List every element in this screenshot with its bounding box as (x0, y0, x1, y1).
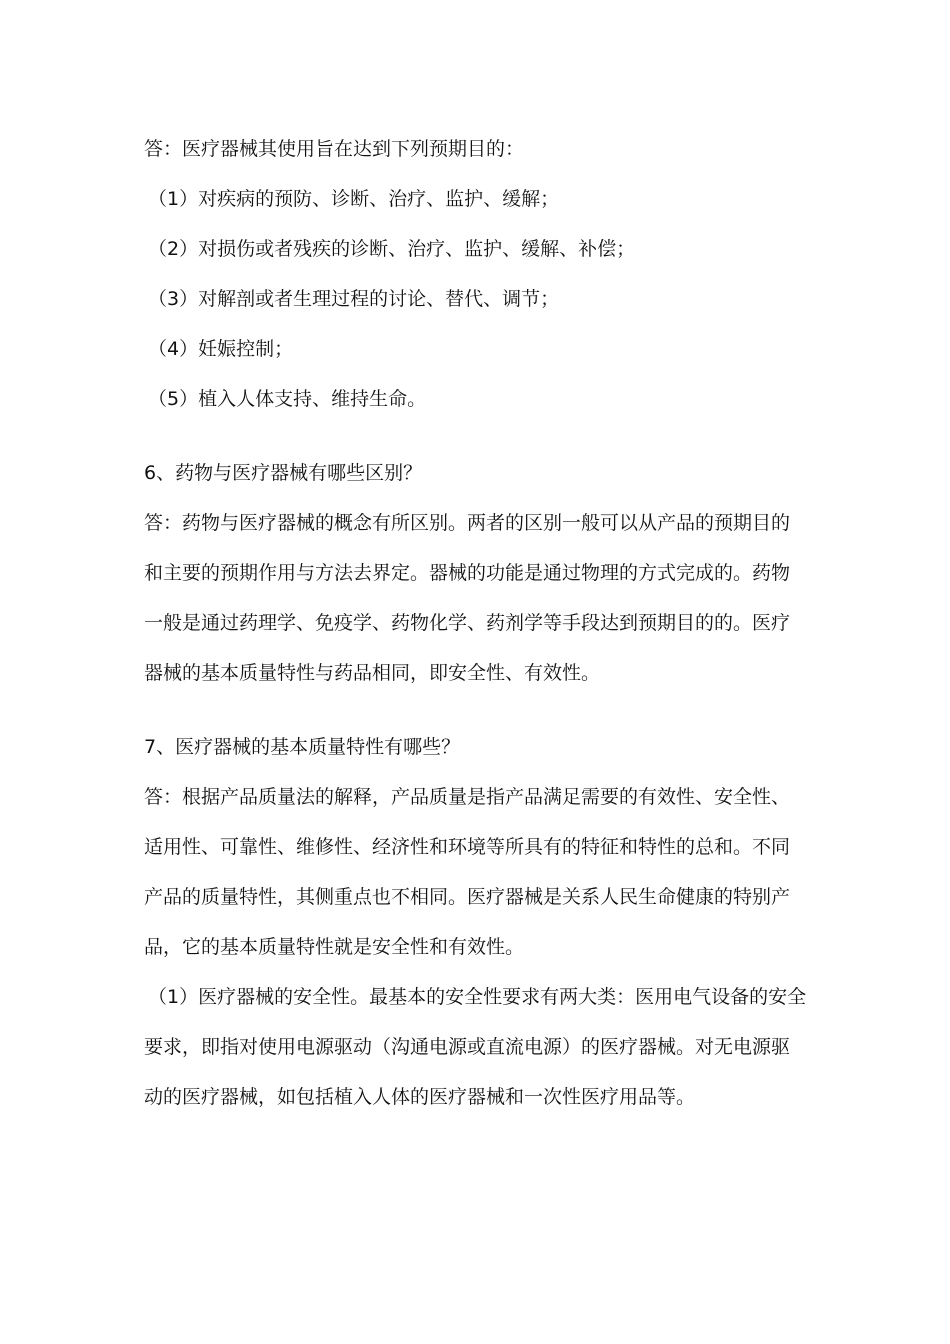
answer-line: 器械的基本质量特性与药品相同，即安全性、有效性。 (144, 662, 601, 684)
answer-line: 要求，即指对使用电源驱动（沟通电源或直流电源）的医疗器械。对无电源驱 (144, 1036, 791, 1058)
list-item: （1）对疾病的预防、诊断、治疗、监护、缓解； (148, 188, 560, 210)
answer-line: 答：药物与医疗器械的概念有所区别。两者的区别一般可以从产品的预期目的 (144, 512, 791, 534)
answer-line: 品，它的基本质量特性就是安全性和有效性。 (144, 936, 525, 958)
answer-line: 答：根据产品质量法的解释，产品质量是指产品满足需要的有效性、安全性、 (144, 786, 791, 808)
answer-line: （1）医疗器械的安全性。最基本的安全性要求有两大类：医用电气设备的安全 (148, 986, 807, 1008)
answer-line: 动的医疗器械，如包括植入人体的医疗器械和一次性医疗用品等。 (144, 1086, 696, 1108)
answer-line: 一般是通过药理学、免疫学、药物化学、药剂学等手段达到预期目的的。医疗 (144, 612, 791, 634)
list-item: （3）对解剖或者生理过程的讨论、替代、调节； (148, 288, 560, 310)
question-heading: 6、药物与医疗器械有哪些区别？ (144, 462, 423, 484)
answer-line: 和主要的预期作用与方法去界定。器械的功能是通过物理的方式完成的。药物 (144, 562, 791, 584)
question-heading: 7、医疗器械的基本质量特性有哪些？ (144, 736, 461, 758)
list-item: （4）妊娠控制； (148, 338, 294, 360)
answer-line: 适用性、可靠性、维修性、经济性和环境等所具有的特征和特性的总和。不同 (144, 836, 791, 858)
list-item: （2）对损伤或者残疾的诊断、治疗、监护、缓解、补偿； (148, 238, 636, 260)
list-item: （5）植入人体支持、维持生命。 (148, 388, 427, 410)
answer-intro: 答：医疗器械其使用旨在达到下列预期目的： (144, 138, 525, 160)
answer-line: 产品的质量特性，其侧重点也不相同。医疗器械是关系人民生命健康的特别产 (144, 886, 791, 908)
